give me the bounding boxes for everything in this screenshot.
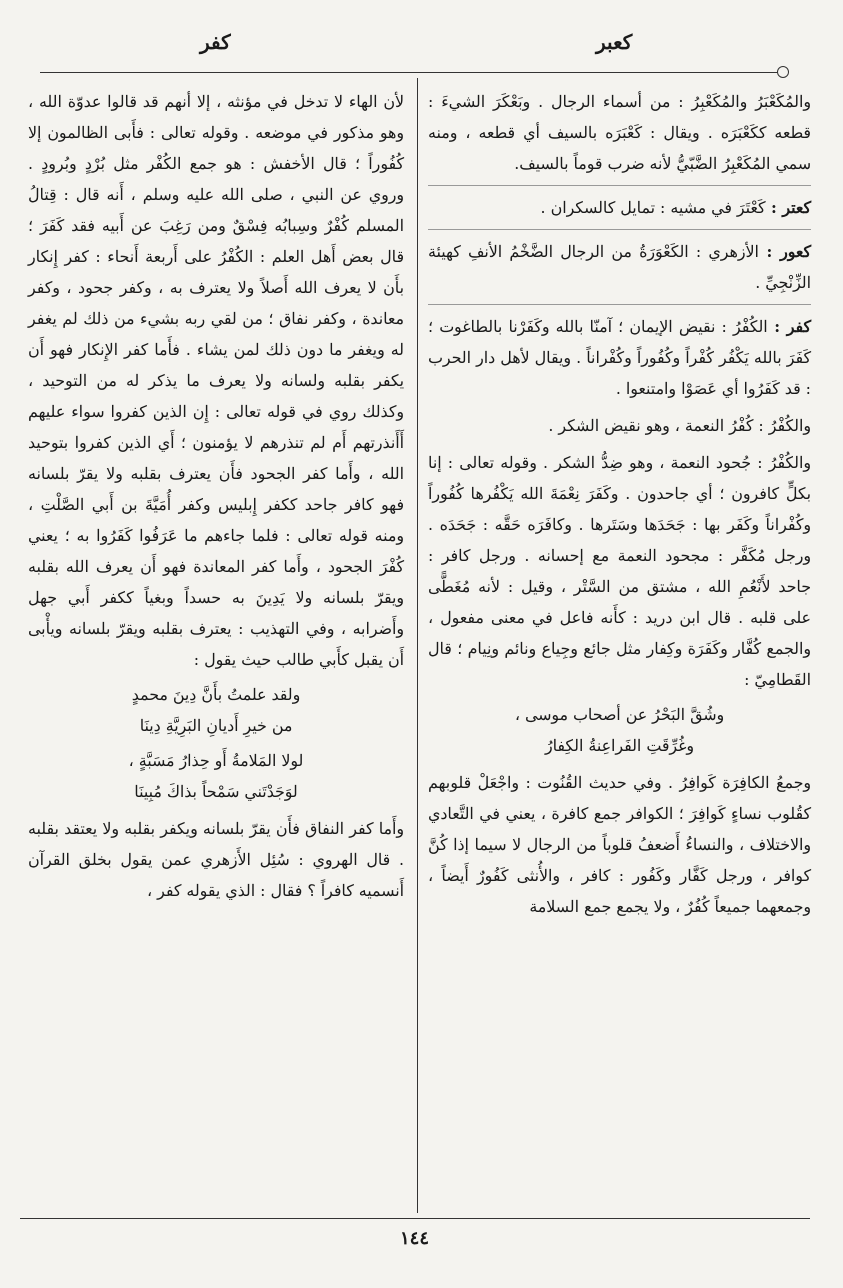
entry-text: الكُفْرُ : نقيض الإيمان ؛ آمنّا بالله وكَفَرْنا بالطاغوت ؛ كَفَرَ بالله يَكْفُر كُفْراً وكُفُوراً وكُفْراناً . ويقال لأهل دار الحرب : قد كَفَرُوا أي عَصَوْا وامتنعوا . xyxy=(428,317,811,398)
entry-text: والكُفْرُ : جُحود النعمة ، وهو ضِدُّ الشكر . وقوله تعالى : إنا بكلٍّ كافرون ؛ أي جاحدون . وكَفَرَ نِعْمَةَ الله يَكْفُرها كُفُوراً وكُفْراناً وكَفَر بها : جَحَدَها وسَتَرها . وكافَرَه حَقَّه : جَحَدَه . ورجل مُكَفَّر : مجحود النعمة مع إحسانه . ورجل كافر : جاحد لأَنْعُمِ الله ، مشتق من السَّتْر ، وقيل : لأنه مُغَطًّى على قلبه . قال ابن دريد : كأَنه فاعل في معنى مفعول ، والجمع كُفَّار وكَفَرَة وكِفار مثل جائع وجِياع ونائم ونِيام ؛ قال القَطامِيّ : xyxy=(428,453,811,689)
headword: كعتر : xyxy=(765,198,811,217)
dictionary-entry xyxy=(428,304,811,404)
headword: كفر : xyxy=(767,317,812,336)
page-number: ١٤٤ xyxy=(400,1228,430,1249)
running-header-right: كعبر xyxy=(596,30,633,54)
entry-text: الأزهري : الكَعْوَرَةُ من الرجال الضَّخْمُ الأنفِ كهيئة الزِّنْجِيِّ . xyxy=(428,242,811,292)
verse-line: من خيرِ أَديانِ البَرِيَّةِ دِينَا xyxy=(139,716,293,735)
paragraph xyxy=(428,767,811,922)
verse xyxy=(28,679,404,741)
right-column xyxy=(428,86,811,922)
top-rule xyxy=(40,72,780,73)
rule-ornament xyxy=(777,66,789,78)
paragraph xyxy=(428,447,811,695)
dictionary-entry xyxy=(428,185,811,223)
column-divider xyxy=(417,78,418,1213)
entry-text: والكُفْرُ : كُفْرُ النعمة ، وهو نقيض الشكر . xyxy=(548,416,811,435)
entry-text: وجمعُ الكافِرَة كَوافِرُ . وفي حديث القُنُوت : واجْعَلْ قلوبهم كقُلوب نساءٍ كَوافِرَ ؛ الكوافر جمع كافرة ، يعني في التَّعادي والاختلاف ، والنساءُ أَضعفُ قلوباً من الرجال لا سيما إذا كُنَّ كوافر ، ورجل كَفَّار وكَفُور : كافر ، والأُنثى كَفُورٌ أَيضاً ، وجمعهما جميعاً كُفُرٌ ، ولا يجمع جمع السلامة xyxy=(428,773,811,916)
bottom-rule xyxy=(20,1218,810,1219)
verse-line: وغُرِّقَتِ الفَراعِنةُ الكِفارُ xyxy=(544,736,695,755)
verse-line: وشُقَّ البَحْرُ عن أصحاب موسى ، xyxy=(514,705,725,724)
dictionary-entry xyxy=(428,229,811,298)
entry-text: وأَما كفر النفاق فأَن يقرّ بلسانه ويكفر بقلبه ولا يعتقد بقلبه . قال الهروي : سُئِل الأَزهري عمن يقول بخلق القرآن أَنسميه كافراً ؟ فقال : الذي يقوله كفر ، xyxy=(28,819,404,900)
entry-text: كَعْتَرَ في مشيه : تمايل كالسكران . xyxy=(540,198,766,217)
verse-line: ولقد علمتُ بأَنَّ دِينَ محمدٍ xyxy=(131,685,301,704)
verse xyxy=(28,745,404,807)
left-column xyxy=(28,86,404,906)
verse xyxy=(428,699,811,761)
entry-text: لأن الهاء لا تدخل في مؤنثه ، إلا أنهم قد قالوا عدوّة الله ، وهو مذكور في موضعه . وقوله تعالى : فأَبى الظالمون إلا كُفُوراً ؛ قال الأخفش : هو جمع الكُفْر مثل بُرْدٍ وبُرودٍ . وروي عن النبي ، صلى الله عليه وسلم ، أَنه قال : قِتالُ المسلم كُفْرٌ وسِبابُه فِسْقٌ ومن رَغِبَ عن أَبيه فقد كَفَرَ ؛ قال بعض أَهل العلم : الكُفْرُ على أَربعة أَنحاء : كفر إِنكار بأَن لا يعرف الله أَصلاً ولا يعترف به ، وكفر جحود ، وكفر معاندة ، وكفر نفاق ؛ من لقي ربه بشيء من ذلك لم يغفر له ويغفر ما دون ذلك لمن يشاء . فأَما كفر الإِنكار فهو أَن يكفر بقلبه ولسانه ولا يعرف ما يذكر له من التوحيد ، وكذلك روي في قوله تعالى : إِن الذين كفروا سواء عليهم أَأَنذرتهم أَم لم تنذرهم لا يؤمنون ؛ أَي الذين كفروا بتوحيد الله ، وأَما كفر الجحود فأَن يعترف بقلبه ولا يقرّ بلسانه فهو كافر جاحد ككفر إِبليس وكفر أُمَيَّةَ بن أَبي الصَّلْتِ ، ومنه قوله تعالى : فلما جاءهم ما عَرَفُوا كَفَرُوا به ؛ يعني كُفْرَ الجحود ، وأَما كفر المعاندة فهو أَن يعرف الله بقلبه ويقرّ بلسانه ولا يَدِينَ به حسداً وبغياً ككفر أَبي جهل وأَضرابه ، وفي التهذيب : يعترف بقلبه ويقرّ بلسانه ويأْبى أَن يقبل كأَبي طالب حيث يقول : xyxy=(28,92,404,669)
running-header-left: كفر xyxy=(200,30,231,54)
paragraph xyxy=(28,813,404,906)
verse-line: لولا المَلامةُ أَو حِذارُ مَسَبَّةٍ ، xyxy=(128,751,304,770)
paragraph xyxy=(428,410,811,441)
paragraph xyxy=(28,86,404,675)
paragraph xyxy=(428,86,811,179)
entry-text: والمُكَعْبَرُ والمُكَعْبِرُ : من أسماء الرجال . وبَعْكَرَ الشيءَ : قطعه ككَعْبَرَه . ويقال : كَعْبَرَه بالسيف أي قطعه ، ومنه سمي المُكَعْبِرُ الضَّبّيُّ لأنه ضرب قوماً بالسيف. xyxy=(428,92,811,173)
headword: كعور : xyxy=(758,242,811,261)
verse-line: لوَجَدْتَني سَمْحاً بذاكَ مُبِينَا xyxy=(134,782,298,801)
